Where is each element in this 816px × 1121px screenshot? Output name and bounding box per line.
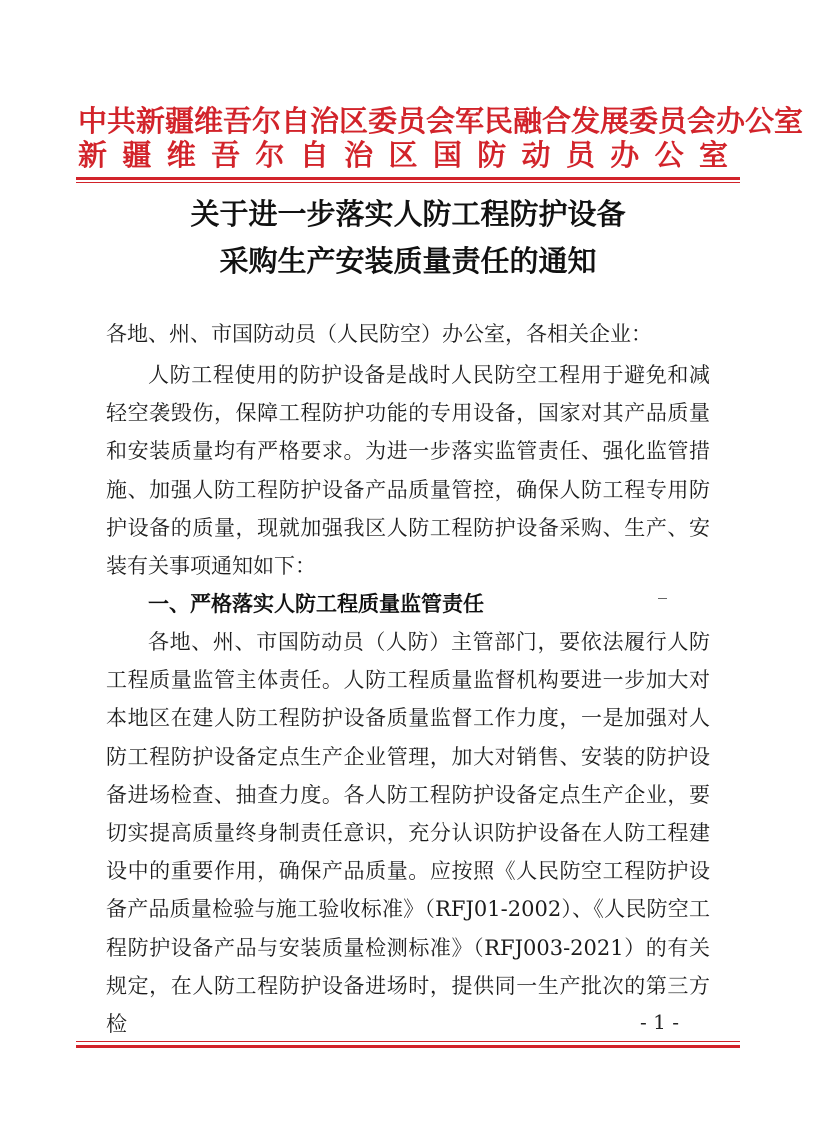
- scan-mark: [658, 598, 667, 599]
- page-number: - 1 -: [640, 1010, 679, 1034]
- document-title-line-1: 关于进一步落实人防工程防护设备: [190, 197, 626, 231]
- footer-red-rule-thick: [76, 1045, 740, 1048]
- section-1-paragraph: 各地、州、市国防动员（人防）主管部门，要依法履行人防工程质量监管主体责任。人防工程质量监督机构要进一步加大对本地区在建人防工程防护设备质量监督工作力度，一是加强对人防工程防护设备定点生产企业管理，加大对销售、安装的防护设备进场检查、抽查力度。各人防工程防护设备定点生产企业，要切实提高质量终身制责任意识，充分认识防护设备在人防工程建设中的重要作用，确保产品质量。应按照《人民防空工程防护设备产品质量检验与施工验收标准》（RFJ01-2002）、《人民防空工程防护设备产品与安装质量检测标准》（RFJ003-2021）的有关规定，在人防工程防护设备进场时，提供同一生产批次的第三方检: [106, 630, 710, 1037]
- section-heading-1: 一、严格落实人防工程质量监管责任: [148, 592, 484, 616]
- issuer-header-line-1: 中共新疆维吾尔自治区委员会军民融合发展委员会办公室: [78, 104, 804, 138]
- salutation: 各地、州、市国防动员（人民防空）办公室，各相关企业：: [106, 322, 652, 346]
- intro-paragraph: 人防工程使用的防护设备是战时人民防空工程用于避免和减轻空袭毁伤，保障工程防护功能的专用设备，国家对其产品质量和安装质量均有严格要求。为进一步落实监管责任、强化监管措施、加强人防工程防护设备产品质量管控，确保人防工程专用防护设备的质量，现就加强我区人防工程防护设备采购、生产、安装有关事项通知如下：: [106, 363, 710, 579]
- header-red-rule-thick: [76, 177, 740, 180]
- header-red-rule-thin: [76, 182, 740, 183]
- footer-red-rule-thin: [76, 1041, 740, 1042]
- document-title-line-2: 采购生产安装质量责任的通知: [219, 244, 597, 278]
- issuer-header-line-2: 新疆维吾尔自治区国防动员办公室: [78, 138, 738, 172]
